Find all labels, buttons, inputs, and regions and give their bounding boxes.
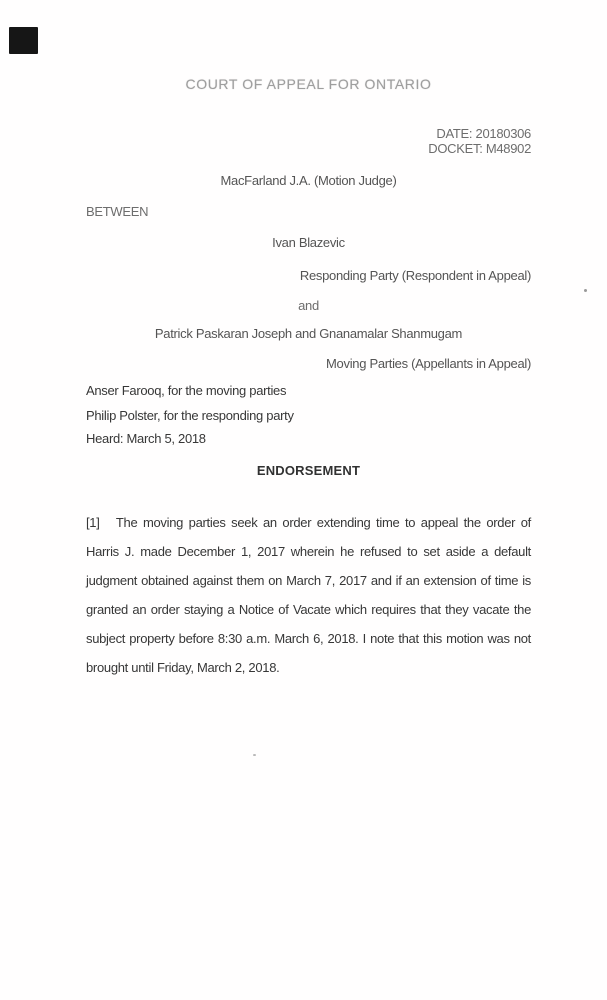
endorsement-heading: ENDORSEMENT [256, 463, 361, 478]
paragraph-1-line-4: granted an order staying a Notice of Vacate which requires that they vacate the [86, 602, 531, 617]
judge-line: MacFarland J.A. (Motion Judge) [220, 173, 397, 188]
paragraph-1-line-1 [86, 515, 531, 531]
docket-line: DOCKET: M48902 [428, 141, 531, 156]
appellant-role: Moving Parties (Appellants in Appeal) [326, 356, 531, 371]
scan-corner-artifact [9, 27, 38, 54]
appellant-names: Patrick Paskaran Joseph and Gnanamalar Shanmugam [154, 326, 463, 341]
scan-speck-artifact [584, 289, 587, 292]
paragraph-1-line-2: Harris J. made December 1, 2017 wherein he refused to set aside a default [86, 544, 531, 559]
paragraph-1-line-3: judgment obtained against them on March 7, 2017 and if an extension of time is [86, 573, 531, 588]
counsel-for-responding-party: Philip Polster, for the responding party [86, 408, 294, 423]
paragraph-1-line-5: subject property before 8:30 a.m. March 6, 2018. I note that this motion was not [86, 631, 531, 646]
heard-date-line: Heard: March 5, 2018 [86, 431, 206, 446]
court-title: COURT OF APPEAL FOR ONTARIO [185, 76, 432, 92]
paragraph-number: [1] [86, 515, 100, 530]
respondent-name: Ivan Blazevic [272, 235, 345, 250]
counsel-for-moving-parties: Anser Farooq, for the moving parties [86, 383, 287, 398]
paragraph-1-text: The moving parties seek an order extending time to appeal the order of [115, 515, 531, 530]
scan-speck-artifact [253, 754, 256, 756]
paragraph-1-line-6: brought until Friday, March 2, 2018. [86, 660, 280, 675]
date-line: DATE: 20180306 [436, 126, 531, 141]
between-label: BETWEEN [86, 204, 149, 219]
conjunction-and: and [298, 298, 319, 313]
respondent-role: Responding Party (Respondent in Appeal) [299, 268, 531, 283]
